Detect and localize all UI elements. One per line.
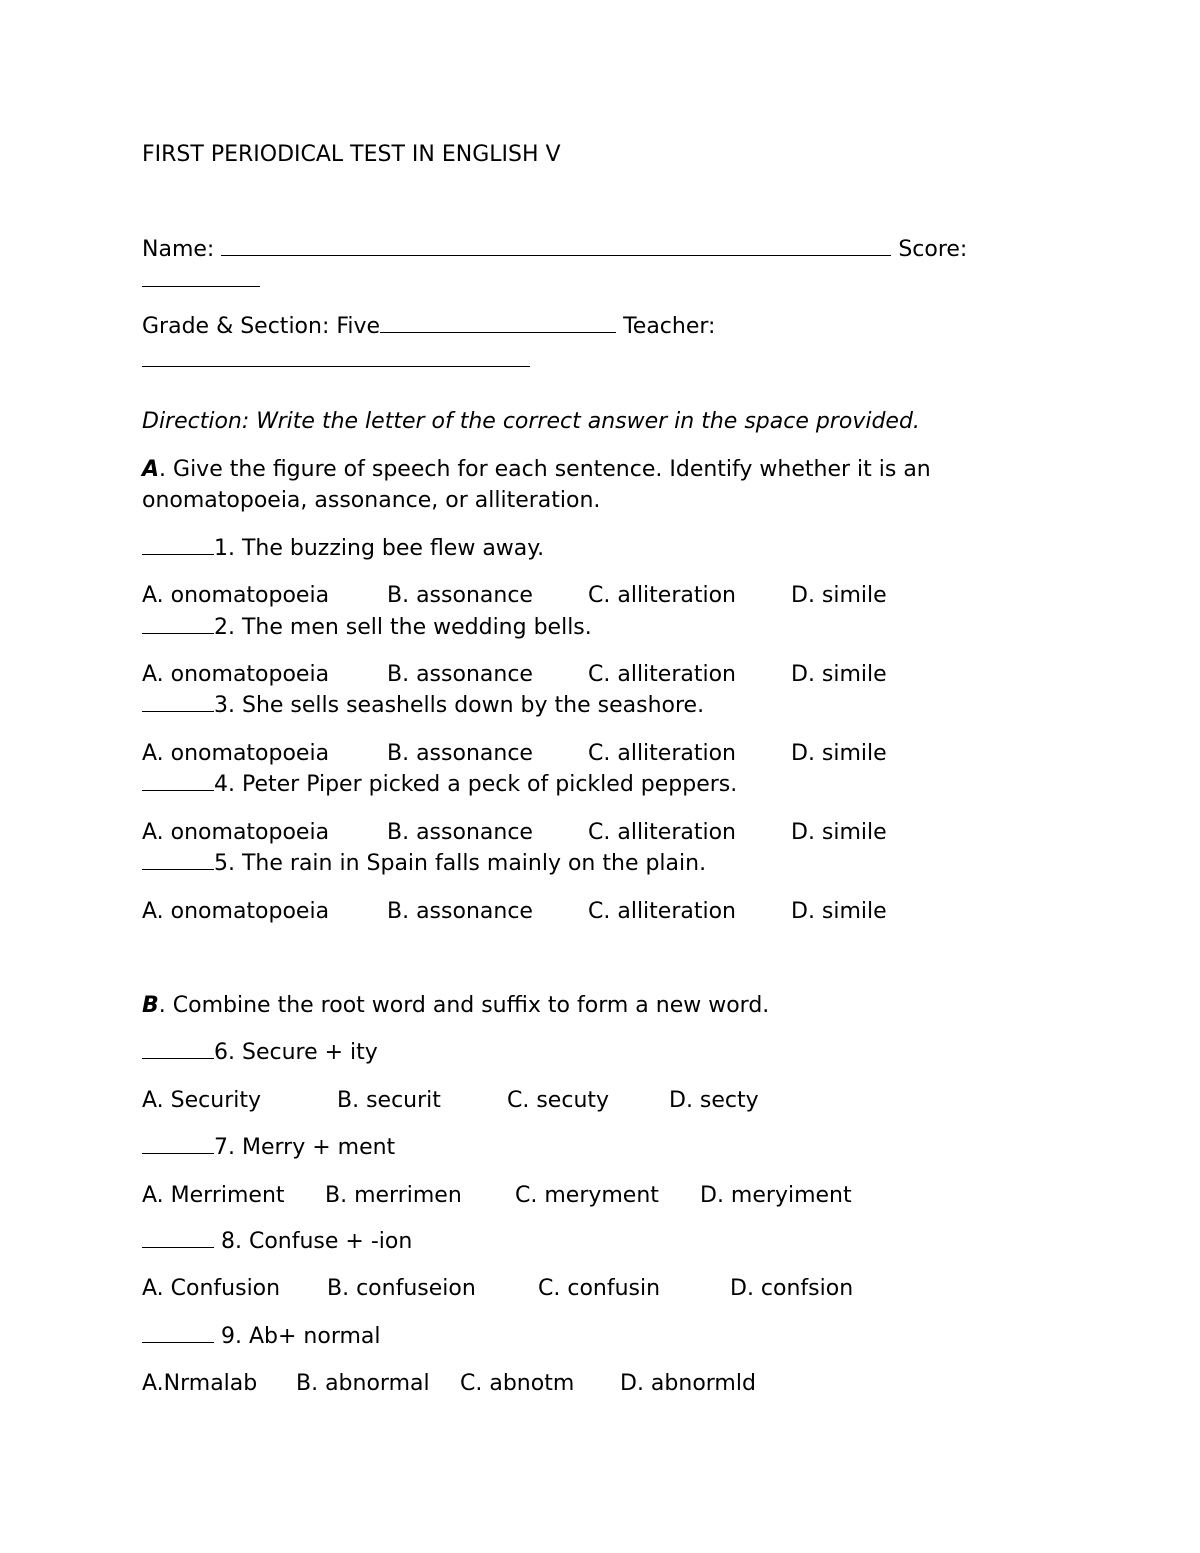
teacher-label: Teacher: <box>623 314 716 339</box>
teacher-blank-line <box>142 346 530 376</box>
question-5-stem: 5. The rain in Spain falls mainly on the plain. <box>214 851 707 876</box>
question-8 <box>142 1227 412 1257</box>
name-label: Name: <box>142 237 222 262</box>
question-7-stem: 7. Merry + ment <box>214 1135 396 1160</box>
question-6-stem: 6. Secure + ity <box>214 1040 378 1065</box>
answer-blank-1[interactable] <box>142 553 214 555</box>
grade-label: Grade & Section: Five <box>142 314 381 339</box>
q3-option-a[interactable]: A. onomatopoeia <box>142 741 330 766</box>
question-4 <box>142 770 737 800</box>
q2-option-d[interactable]: D. simile <box>791 662 887 687</box>
question-8-stem: 8. Confuse + -ion <box>214 1229 413 1254</box>
q9-option-c[interactable]: C. abnotm <box>460 1371 575 1396</box>
question-2-stem: 2. The men sell the wedding bells. <box>214 615 592 640</box>
q4-option-c[interactable]: C. alliteration <box>588 820 736 845</box>
answer-blank-5[interactable] <box>142 868 214 870</box>
question-2 <box>142 613 592 643</box>
q1-option-a[interactable]: A. onomatopoeia <box>142 583 330 608</box>
section-b-instruction-text: . Combine the root word and suffix to form a new word. <box>158 993 770 1018</box>
section-a-instruction-line1: . Give the figure of speech for each sentence. Identify whether it is an <box>159 457 931 482</box>
q1-option-c[interactable]: C. alliteration <box>588 583 736 608</box>
q7-option-b[interactable]: B. merrimen <box>325 1183 462 1208</box>
q8-option-b[interactable]: B. confuseion <box>327 1276 476 1301</box>
q5-option-b[interactable]: B. assonance <box>387 899 533 924</box>
page-title: FIRST PERIODICAL TEST IN ENGLISH V <box>142 142 561 167</box>
q2-option-c[interactable]: C. alliteration <box>588 662 736 687</box>
grade-line <box>142 312 715 342</box>
q1-option-b[interactable]: B. assonance <box>387 583 533 608</box>
section-a-letter: A <box>142 457 160 482</box>
q3-option-d[interactable]: D. simile <box>791 741 887 766</box>
score-blank[interactable] <box>142 285 260 287</box>
section-b-letter: B <box>142 993 159 1018</box>
q9-option-d[interactable]: D. abnormld <box>620 1371 756 1396</box>
q7-option-a[interactable]: A. Merriment <box>142 1183 285 1208</box>
question-5 <box>142 849 706 879</box>
name-blank[interactable] <box>221 254 891 256</box>
grade-blank[interactable] <box>380 331 616 333</box>
q3-option-c[interactable]: C. alliteration <box>588 741 736 766</box>
q6-option-b[interactable]: B. securit <box>337 1088 441 1113</box>
q7-option-c[interactable]: C. meryment <box>515 1183 659 1208</box>
teacher-blank[interactable] <box>142 365 530 367</box>
q8-option-a[interactable]: A. Confusion <box>142 1276 281 1301</box>
q6-option-c[interactable]: C. secuty <box>507 1088 610 1113</box>
q1-option-d[interactable]: D. simile <box>791 583 887 608</box>
q5-option-c[interactable]: C. alliteration <box>588 899 736 924</box>
q8-option-c[interactable]: C. confusin <box>538 1276 661 1301</box>
question-9-stem: 9. Ab+ normal <box>214 1324 381 1349</box>
answer-blank-9[interactable] <box>142 1341 214 1343</box>
q8-option-d[interactable]: D. confsion <box>730 1276 854 1301</box>
section-a-instruction-line2: onomatopoeia, assonance, or alliteration. <box>142 488 601 513</box>
q3-option-b[interactable]: B. assonance <box>387 741 533 766</box>
q9-option-b[interactable]: B. abnormal <box>296 1371 430 1396</box>
answer-blank-4[interactable] <box>142 789 214 791</box>
section-a-instruction <box>142 455 931 485</box>
q7-option-d[interactable]: D. meryiment <box>700 1183 852 1208</box>
question-6 <box>142 1038 378 1068</box>
question-3-stem: 3. She sells seashells down by the seashore. <box>214 693 705 718</box>
q4-option-d[interactable]: D. simile <box>791 820 887 845</box>
question-3 <box>142 691 704 721</box>
q2-option-a[interactable]: A. onomatopoeia <box>142 662 330 687</box>
answer-blank-3[interactable] <box>142 710 214 712</box>
answer-blank-7[interactable] <box>142 1152 214 1154</box>
q5-option-d[interactable]: D. simile <box>791 899 887 924</box>
answer-blank-6[interactable] <box>142 1057 214 1059</box>
question-1-stem: 1. The buzzing bee flew away. <box>214 536 545 561</box>
name-line <box>142 235 967 265</box>
score-label: Score: <box>898 237 968 262</box>
section-b-instruction <box>142 991 769 1021</box>
question-7 <box>142 1133 395 1163</box>
q4-option-a[interactable]: A. onomatopoeia <box>142 820 330 845</box>
question-1 <box>142 534 544 564</box>
score-blank-line <box>142 266 260 296</box>
q4-option-b[interactable]: B. assonance <box>387 820 533 845</box>
q2-option-b[interactable]: B. assonance <box>387 662 533 687</box>
answer-blank-8[interactable] <box>142 1246 214 1248</box>
q9-option-a[interactable]: A.Nrmalab <box>142 1371 258 1396</box>
q5-option-a[interactable]: A. onomatopoeia <box>142 899 330 924</box>
q6-option-d[interactable]: D. secty <box>669 1088 759 1113</box>
question-4-stem: 4. Peter Piper picked a peck of pickled peppers. <box>214 772 738 797</box>
q6-option-a[interactable]: A. Security <box>142 1088 261 1113</box>
direction-text: Direction: Write the letter of the correct answer in the space provided. <box>142 409 920 434</box>
question-9 <box>142 1322 381 1352</box>
answer-blank-2[interactable] <box>142 632 214 634</box>
